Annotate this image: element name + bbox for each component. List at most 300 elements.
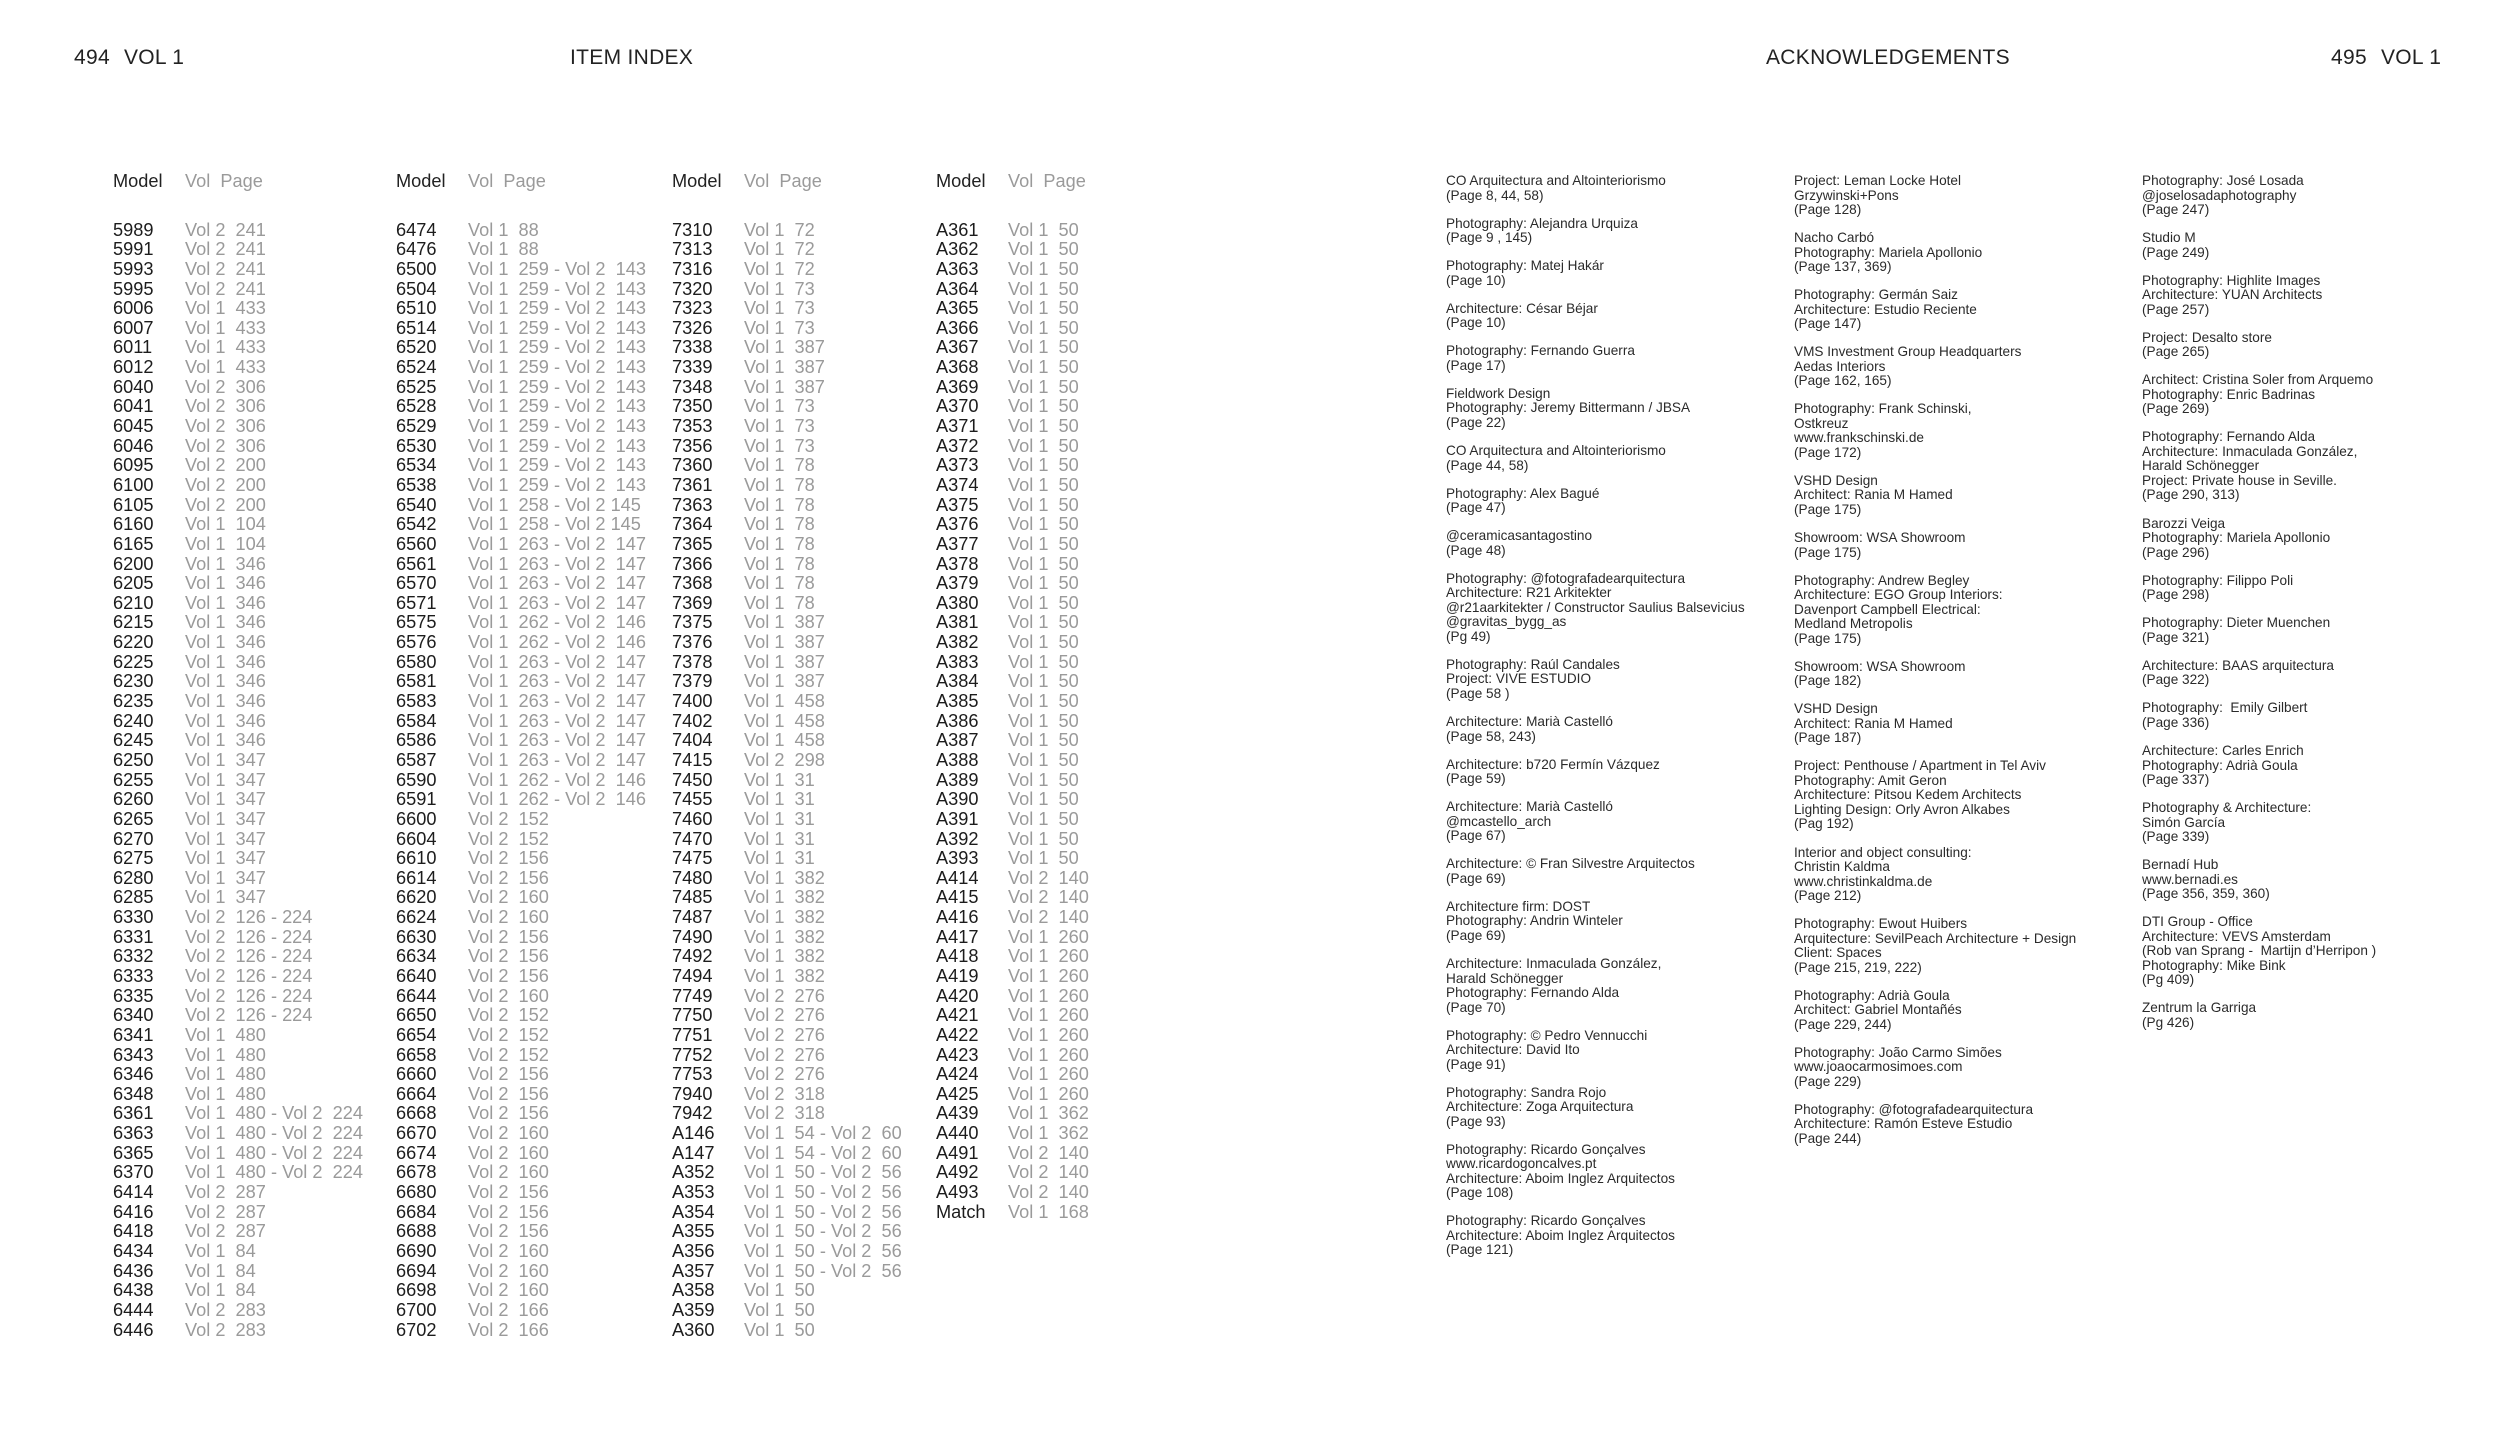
model-number: 6220 xyxy=(113,632,154,653)
model-number: 6600 xyxy=(396,808,437,829)
credit-line: Ostkreuz xyxy=(1794,415,1849,431)
model-number: 6514 xyxy=(396,317,437,338)
credit-line: Architecture: R21 Arkitekter xyxy=(1446,585,1612,601)
volume-page: Vol 1 168 xyxy=(1008,1201,1089,1222)
volume-page: Vol 1 260 xyxy=(1008,985,1089,1006)
credit-line: Photography: José Losada xyxy=(2142,173,2304,188)
index-row xyxy=(113,967,363,987)
credit-line: (Page 257) xyxy=(2142,301,2210,317)
volume-page: Vol 2 241 xyxy=(185,258,266,279)
model-number: A362 xyxy=(936,239,979,260)
index-row xyxy=(396,338,646,358)
volume-page: Vol 1 263 - Vol 2 147 xyxy=(468,651,646,672)
volume-page: Vol 2 140 xyxy=(1008,1162,1089,1183)
volume-page: Vol 2 318 xyxy=(744,1083,825,1104)
model-number: 6444 xyxy=(113,1299,154,1320)
credit-line: Architect: Gabriel Montañés xyxy=(1794,1002,1962,1018)
volume-page: Vol 1 347 xyxy=(185,789,266,810)
volume-page: Vol 1 31 xyxy=(744,769,815,790)
index-row xyxy=(113,417,363,437)
index-row xyxy=(936,1203,1089,1223)
index-row xyxy=(113,1183,363,1203)
model-number: 6270 xyxy=(113,828,154,849)
credit-entry xyxy=(1446,800,1745,844)
volume-page: Vol 1 362 xyxy=(1008,1103,1089,1124)
left-page-header xyxy=(74,46,184,70)
model-number: 6333 xyxy=(113,965,154,986)
credit-line: Photography & Architecture: xyxy=(2142,800,2312,816)
credit-line: Photography: Alex Bagué xyxy=(1446,485,1600,501)
credit-entry xyxy=(1794,574,2076,647)
credit-line: www.christinkaldma.de xyxy=(1794,873,1933,889)
volume-page: Vol 1 78 xyxy=(744,474,815,495)
index-row xyxy=(396,437,646,457)
model-number: 6434 xyxy=(113,1240,154,1261)
volume-page: Vol 1 50 xyxy=(1008,337,1079,358)
credit-entry xyxy=(1794,474,2076,518)
index-row xyxy=(396,790,646,810)
credit-line: Harald Schönegger xyxy=(2142,458,2260,474)
model-number: A421 xyxy=(936,1005,979,1026)
model-number: 7400 xyxy=(672,691,713,712)
index-row xyxy=(396,751,646,771)
index-row xyxy=(113,1065,363,1085)
model-number: 7460 xyxy=(672,808,713,829)
volume-page: Vol 2 156 xyxy=(468,1221,549,1242)
index-row xyxy=(113,751,363,771)
volume-page: Vol 1 50 xyxy=(1008,730,1079,751)
model-number: 7348 xyxy=(672,376,713,397)
model-number: 7353 xyxy=(672,416,713,437)
credit-entry xyxy=(1794,989,2076,1033)
index-row xyxy=(672,712,902,732)
model-number: 7363 xyxy=(672,494,713,515)
credit-line: Project: Leman Locke Hotel xyxy=(1794,173,1961,188)
model-number: A365 xyxy=(936,298,979,319)
volume-page: Vol 1 382 xyxy=(744,867,825,888)
credit-line: Photography: Frank Schinski, xyxy=(1794,401,1972,417)
volume-page: Vol 1 72 xyxy=(744,239,815,260)
index-row xyxy=(936,338,1089,358)
index-row xyxy=(936,1124,1089,1144)
index-row xyxy=(672,771,902,791)
volume-page: Vol 2 160 xyxy=(468,1142,549,1163)
volume-page: Vol 1 480 - Vol 2 224 xyxy=(185,1103,363,1124)
index-row xyxy=(672,1046,902,1066)
volume-page: Vol 1 73 xyxy=(744,416,815,437)
model-number: 7490 xyxy=(672,926,713,947)
index-row xyxy=(396,378,646,398)
model-number: A390 xyxy=(936,789,979,810)
model-number: 6418 xyxy=(113,1221,154,1242)
credit-line: Grzywinski+Pons xyxy=(1794,187,1899,203)
credit-line: (Page 93) xyxy=(1446,1113,1506,1129)
credit-line: Photography: Fernando Alda xyxy=(2142,429,2316,445)
acknowledgements-title: ACKNOWLEDGEMENTS xyxy=(1766,46,2010,69)
credit-line: Project: Private house in Seville. xyxy=(2142,472,2337,488)
volume-page: Vol 1 50 - Vol 2 56 xyxy=(744,1240,902,1261)
credit-line: (Page 58, 243) xyxy=(1446,728,1536,744)
volume-page: Vol 2 156 xyxy=(468,1103,549,1124)
model-number: 7350 xyxy=(672,396,713,417)
volume-page: Vol 1 50 xyxy=(1008,651,1079,672)
volume-page: Vol 1 263 - Vol 2 147 xyxy=(468,749,646,770)
credit-line: Photography: Fernando Guerra xyxy=(1446,343,1635,359)
volume-page: Vol 1 50 xyxy=(1008,691,1079,712)
credit-entry xyxy=(2142,858,2376,902)
volume-page: Vol 1 259 - Vol 2 143 xyxy=(468,376,646,397)
index-row xyxy=(936,1183,1089,1203)
credit-entry xyxy=(1446,487,1745,516)
volume-page: Vol 1 362 xyxy=(1008,1123,1089,1144)
index-row xyxy=(936,397,1089,417)
model-number: 7366 xyxy=(672,553,713,574)
index-row xyxy=(113,1085,363,1105)
index-row xyxy=(936,613,1089,633)
index-row xyxy=(113,1163,363,1183)
index-row xyxy=(396,594,646,614)
index-row xyxy=(396,967,646,987)
credit-line: Photography: © Pedro Vennucchi xyxy=(1446,1027,1648,1043)
credit-line: (Page 10) xyxy=(1446,272,1506,288)
model-number: 6640 xyxy=(396,965,437,986)
index-row xyxy=(936,849,1089,869)
credit-entry xyxy=(2142,915,2376,988)
volume-page: Vol 1 433 xyxy=(185,317,266,338)
model-number: A147 xyxy=(672,1142,715,1163)
credit-line: Photography: @fotografadearquitectura xyxy=(1446,570,1686,586)
index-row xyxy=(396,1183,646,1203)
credit-line: Photography: Mike Bink xyxy=(2142,957,2286,973)
volume-page: Vol 2 126 - 224 xyxy=(185,946,313,967)
index-row xyxy=(113,280,363,300)
credit-line: (Page 322) xyxy=(2142,672,2210,688)
volume-page: Vol 2 306 xyxy=(185,435,266,456)
volume-page: Vol 1 387 xyxy=(744,612,825,633)
volume-page: Vol 1 104 xyxy=(185,514,266,535)
index-row xyxy=(672,947,902,967)
credit-line: Architect: Rania M Hamed xyxy=(1794,715,1953,731)
model-number: 6644 xyxy=(396,985,437,1006)
index-row xyxy=(672,456,902,476)
index-row xyxy=(936,417,1089,437)
model-number: 6524 xyxy=(396,357,437,378)
index-row xyxy=(113,790,363,810)
credit-line: Architecture: VEVS Amsterdam xyxy=(2142,928,2331,944)
volume-page: Vol 1 387 xyxy=(744,357,825,378)
index-row xyxy=(113,947,363,967)
credit-line: CO Arquitectura and Altointeriorismo xyxy=(1446,173,1666,188)
volume-page: Vol 1 458 xyxy=(744,691,825,712)
credit-line: Architecture: EGO Group Interiors: xyxy=(1794,587,2003,603)
vol-page-header: Vol Page xyxy=(744,171,822,191)
index-column-header xyxy=(396,172,646,192)
volume-page: Vol 1 346 xyxy=(185,651,266,672)
volume-page: Vol 2 152 xyxy=(468,1044,549,1065)
credit-line: VMS Investment Group Headquarters xyxy=(1794,344,2022,360)
index-row xyxy=(936,810,1089,830)
model-number: A367 xyxy=(936,337,979,358)
model-number: 7326 xyxy=(672,317,713,338)
volume-page: Vol 2 156 xyxy=(468,848,549,869)
volume-page: Vol 1 458 xyxy=(744,710,825,731)
model-number: 6590 xyxy=(396,769,437,790)
credit-line: Photography: Sandra Rojo xyxy=(1446,1084,1607,1100)
model-number: A368 xyxy=(936,357,979,378)
volume-page: Vol 2 283 xyxy=(185,1319,266,1340)
index-row xyxy=(113,1104,363,1124)
volume-page: Vol 1 50 xyxy=(1008,553,1079,574)
credit-entry xyxy=(2142,744,2376,788)
model-number: 7364 xyxy=(672,514,713,535)
index-row xyxy=(936,1163,1089,1183)
index-row xyxy=(396,397,646,417)
model-number: 6245 xyxy=(113,730,154,751)
volume-page: Vol 1 50 xyxy=(1008,278,1079,299)
volume-page: Vol 1 346 xyxy=(185,592,266,613)
index-row xyxy=(113,771,363,791)
index-row xyxy=(936,731,1089,751)
model-number: 6520 xyxy=(396,337,437,358)
index-row xyxy=(113,555,363,575)
volume-page: Vol 1 260 xyxy=(1008,946,1089,967)
index-row xyxy=(113,987,363,1007)
model-number: A415 xyxy=(936,887,979,908)
model-number: 6664 xyxy=(396,1083,437,1104)
volume-page: Vol 1 259 - Vol 2 143 xyxy=(468,396,646,417)
volume-page: Vol 1 259 - Vol 2 143 xyxy=(468,278,646,299)
model-number: Match xyxy=(936,1201,986,1222)
index-row xyxy=(113,496,363,516)
credit-line: www.ricardogoncalves.pt xyxy=(1446,1156,1597,1172)
volume-page: Vol 1 78 xyxy=(744,553,815,574)
model-number: 6205 xyxy=(113,573,154,594)
model-number: 6361 xyxy=(113,1103,154,1124)
volume-page: Vol 1 50 xyxy=(1008,573,1079,594)
model-number: 6561 xyxy=(396,553,437,574)
index-row xyxy=(396,1065,646,1085)
index-row xyxy=(113,594,363,614)
credit-line: (Page 296) xyxy=(2142,544,2210,560)
index-row xyxy=(396,1085,646,1105)
model-number: A389 xyxy=(936,769,979,790)
index-row xyxy=(396,555,646,575)
credit-line: (Page 69) xyxy=(1446,870,1506,886)
volume-page: Vol 1 347 xyxy=(185,867,266,888)
index-row xyxy=(936,653,1089,673)
model-number: 6341 xyxy=(113,1024,154,1045)
volume-page: Vol 1 458 xyxy=(744,730,825,751)
model-number: 7376 xyxy=(672,632,713,653)
volume-page: Vol 2 306 xyxy=(185,376,266,397)
credit-entry xyxy=(1446,444,1745,473)
index-row xyxy=(936,1065,1089,1085)
index-row xyxy=(396,417,646,437)
model-number: 6668 xyxy=(396,1103,437,1124)
model-number: 6525 xyxy=(396,376,437,397)
model-number: A385 xyxy=(936,691,979,712)
left-page-number: 494 xyxy=(74,46,110,69)
vol-page-header: Vol Page xyxy=(1008,171,1086,191)
volume-page: Vol 1 480 xyxy=(185,1044,266,1065)
credit-line: Photography: Andrin Winteler xyxy=(1446,913,1623,929)
volume-page: Vol 1 347 xyxy=(185,848,266,869)
credit-line: Project: Penthouse / Apartment in Tel Aviv xyxy=(1794,758,2046,774)
index-row xyxy=(672,613,902,633)
index-row xyxy=(936,319,1089,339)
model-number: 6678 xyxy=(396,1162,437,1183)
vol-page-header: Vol Page xyxy=(185,171,263,191)
index-row xyxy=(396,496,646,516)
credit-line: VSHD Design xyxy=(1794,701,1878,717)
volume-page: Vol 1 50 - Vol 2 56 xyxy=(744,1162,902,1183)
index-row xyxy=(113,1144,363,1164)
volume-page: Vol 1 260 xyxy=(1008,1064,1089,1085)
model-number: 6658 xyxy=(396,1044,437,1065)
credit-line: Photography: Alejandra Urquiza xyxy=(1446,215,1638,231)
index-row xyxy=(936,378,1089,398)
credit-entry xyxy=(1446,302,1745,331)
credit-line: @joselosadaphotography xyxy=(2142,187,2297,203)
volume-page: Vol 1 346 xyxy=(185,573,266,594)
index-row xyxy=(672,731,902,751)
model-number: 6215 xyxy=(113,612,154,633)
model-number: A146 xyxy=(672,1123,715,1144)
model-number: A419 xyxy=(936,965,979,986)
index-row xyxy=(936,280,1089,300)
credit-line: (Page 249) xyxy=(2142,244,2210,260)
credit-entry xyxy=(1446,1029,1745,1073)
model-number: 6634 xyxy=(396,946,437,967)
volume-page: Vol 1 84 xyxy=(185,1280,256,1301)
credit-line: Architecture: David Ito xyxy=(1446,1042,1580,1058)
model-number: 7356 xyxy=(672,435,713,456)
credit-line: (Page 137, 369) xyxy=(1794,259,1892,275)
index-row xyxy=(936,437,1089,457)
index-row xyxy=(396,319,646,339)
credit-line: (Page 8, 44, 58) xyxy=(1446,187,1544,203)
index-row xyxy=(936,574,1089,594)
credit-entry xyxy=(2142,1001,2376,1030)
index-row xyxy=(672,1124,902,1144)
credit-line: (Page 172) xyxy=(1794,444,1862,460)
volume-page: Vol 2 140 xyxy=(1008,867,1089,888)
model-header: Model xyxy=(936,171,986,191)
credit-line: (Page 339) xyxy=(2142,829,2210,845)
index-row xyxy=(113,456,363,476)
volume-page: Vol 1 480 xyxy=(185,1083,266,1104)
index-row xyxy=(672,260,902,280)
model-number: 7450 xyxy=(672,769,713,790)
model-number: 6340 xyxy=(113,1005,154,1026)
volume-page: Vol 2 306 xyxy=(185,416,266,437)
credit-entry xyxy=(1794,660,2076,689)
index-row xyxy=(113,378,363,398)
volume-page: Vol 1 78 xyxy=(744,592,815,613)
model-number: 7338 xyxy=(672,337,713,358)
model-number: 6620 xyxy=(396,887,437,908)
model-number: 7455 xyxy=(672,789,713,810)
index-row xyxy=(672,397,902,417)
volume-page: Vol 2 306 xyxy=(185,396,266,417)
volume-page: Vol 1 263 - Vol 2 147 xyxy=(468,553,646,574)
volume-page: Vol 1 50 xyxy=(1008,769,1079,790)
volume-page: Vol 1 50 xyxy=(1008,514,1079,535)
volume-page: Vol 2 160 xyxy=(468,1280,549,1301)
model-number: 6011 xyxy=(113,337,153,358)
model-number: 6225 xyxy=(113,651,154,672)
model-number: 6650 xyxy=(396,1005,437,1026)
model-number: 6504 xyxy=(396,278,437,299)
index-row xyxy=(113,928,363,948)
volume-page: Vol 1 263 - Vol 2 147 xyxy=(468,671,646,692)
model-number: 6476 xyxy=(396,239,437,260)
credit-line: Photography: Matej Hakár xyxy=(1446,258,1604,274)
model-number: 6624 xyxy=(396,907,437,928)
credit-entry xyxy=(2142,373,2376,417)
volume-page: Vol 1 263 - Vol 2 147 xyxy=(468,710,646,731)
volume-page: Vol 1 263 - Vol 2 147 xyxy=(468,573,646,594)
model-number: 6240 xyxy=(113,710,154,731)
model-number: A491 xyxy=(936,1142,979,1163)
volume-page: Vol 2 152 xyxy=(468,828,549,849)
model-number: 6332 xyxy=(113,946,154,967)
model-number: 7492 xyxy=(672,946,713,967)
volume-page: Vol 1 263 - Vol 2 147 xyxy=(468,533,646,554)
credit-line: CO Arquitectura and Altointeriorismo xyxy=(1446,443,1666,459)
credit-line: (Page 229, 244) xyxy=(1794,1016,1892,1032)
index-row xyxy=(113,633,363,653)
model-number: 7751 xyxy=(672,1024,713,1045)
volume-page: Vol 1 347 xyxy=(185,808,266,829)
credit-line: Showroom: WSA Showroom xyxy=(1794,658,1966,674)
model-header: Model xyxy=(672,171,722,191)
volume-page: Vol 1 50 xyxy=(1008,435,1079,456)
volume-page: Vol 1 387 xyxy=(744,671,825,692)
model-number: 6040 xyxy=(113,376,154,397)
volume-page: Vol 2 152 xyxy=(468,1005,549,1026)
model-number: 6538 xyxy=(396,474,437,495)
model-number: 6265 xyxy=(113,808,154,829)
credit-line: (Page 175) xyxy=(1794,630,1862,646)
credit-line: (Page 70) xyxy=(1446,999,1506,1015)
volume-page: Vol 1 433 xyxy=(185,357,266,378)
model-number: 6614 xyxy=(396,867,437,888)
index-row xyxy=(113,849,363,869)
credit-entry xyxy=(1446,1143,1745,1201)
model-number: A418 xyxy=(936,946,979,967)
index-column-3 xyxy=(672,172,902,1340)
volume-page: Vol 2 160 xyxy=(468,1162,549,1183)
volume-page: Vol 1 480 - Vol 2 224 xyxy=(185,1162,363,1183)
model-number: A353 xyxy=(672,1182,715,1203)
index-row xyxy=(936,496,1089,516)
index-column-header xyxy=(672,172,902,192)
volume-page: Vol 1 50 xyxy=(1008,848,1079,869)
credit-line: (Pg 409) xyxy=(2142,972,2195,988)
credit-line: Photography: Ricardo Gonçalves xyxy=(1446,1213,1646,1229)
credit-entry xyxy=(2142,274,2376,318)
index-row xyxy=(672,849,902,869)
model-number: 6584 xyxy=(396,710,437,731)
index-row xyxy=(672,1183,902,1203)
model-number: 6414 xyxy=(113,1182,154,1203)
index-row xyxy=(672,358,902,378)
model-number: 6698 xyxy=(396,1280,437,1301)
model-number: A354 xyxy=(672,1201,715,1222)
volume-page: Vol 1 78 xyxy=(744,494,815,515)
model-number: 7339 xyxy=(672,357,713,378)
